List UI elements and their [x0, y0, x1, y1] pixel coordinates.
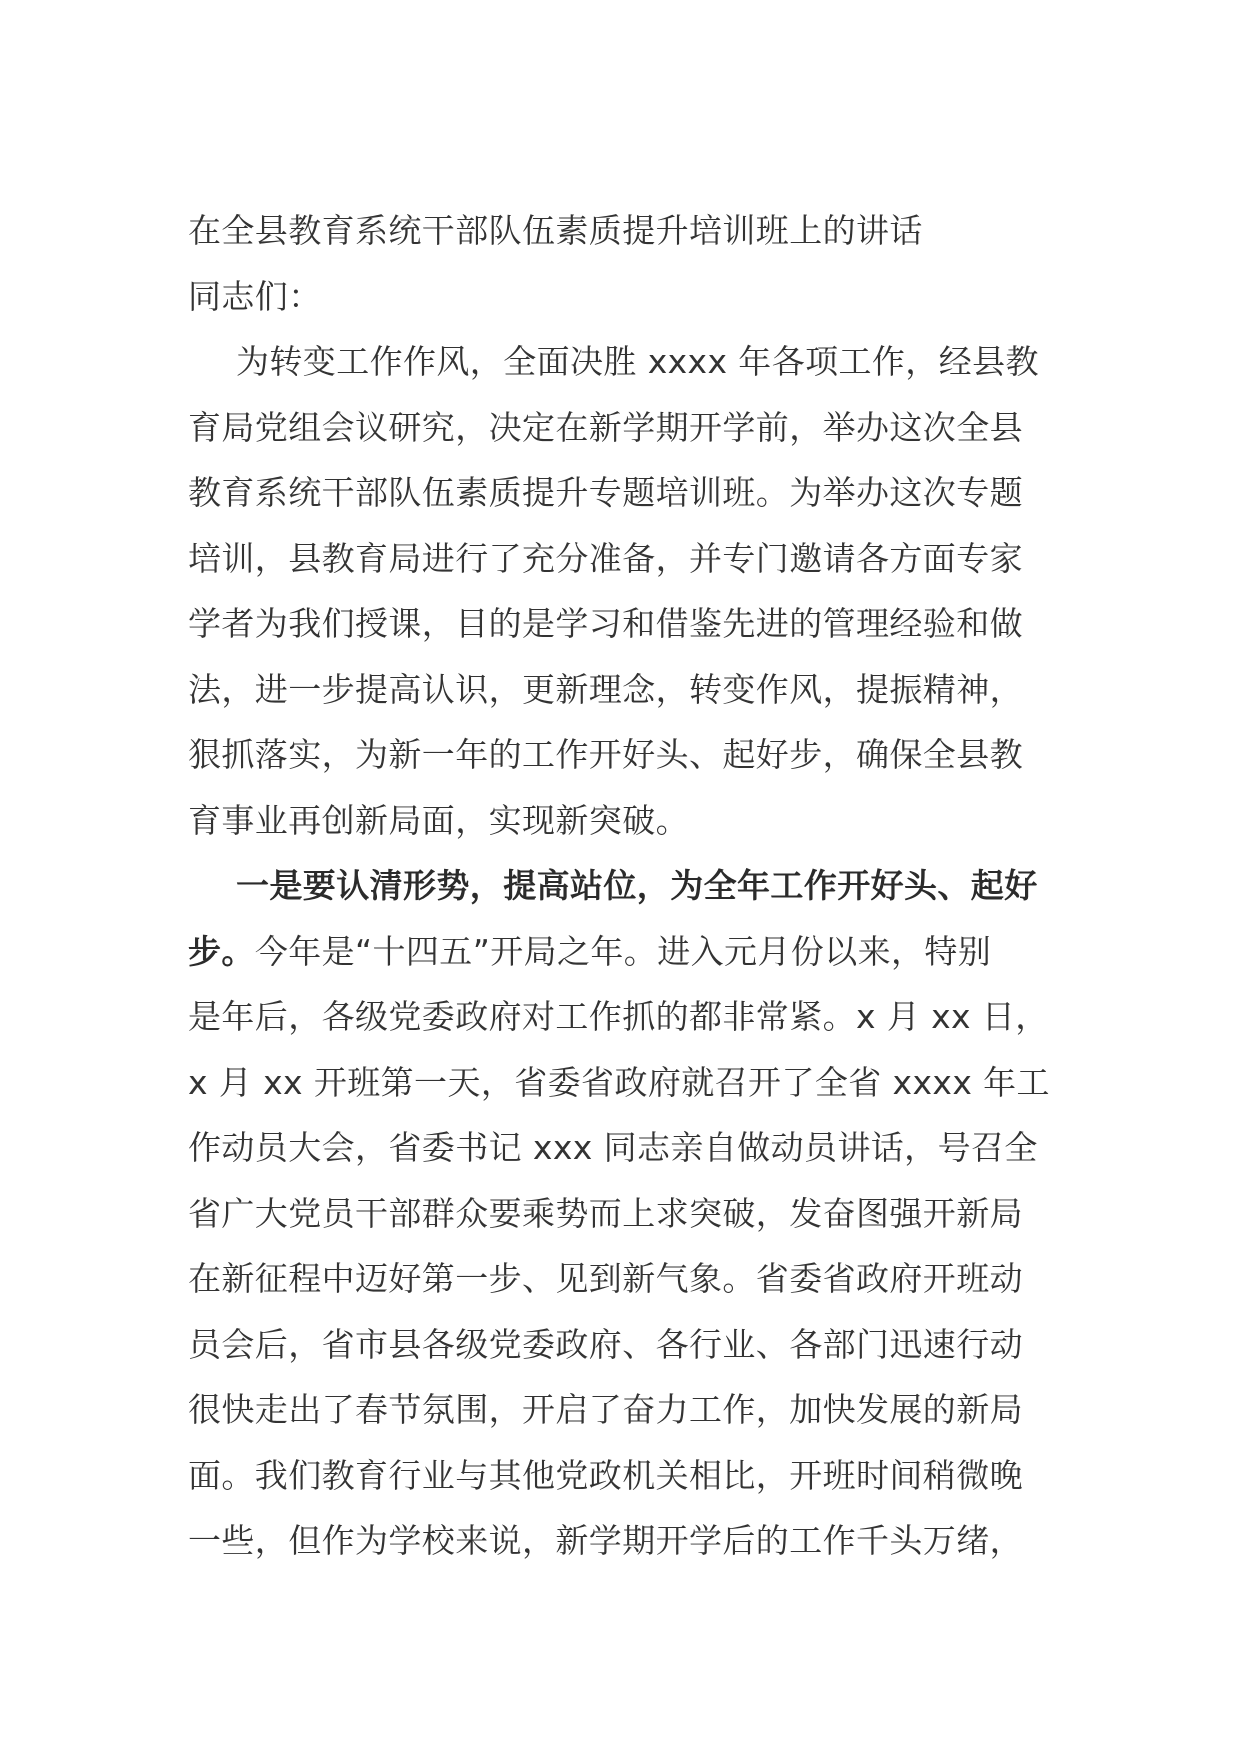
text-line: 员会后，省市县各级党委政府、各行业、各部门迅速行动	[188, 1324, 1023, 1364]
text-line: 在新征程中迈好第一步、见到新气象。省委省政府开班动	[188, 1259, 1023, 1298]
text-line: x 月 xx 开班第一天，省委省政府就召开了全省 xxxx 年工	[188, 1062, 1050, 1102]
text-run: 今年是“十四五”开局之年。进入元月份以来，特别	[254, 931, 992, 971]
text-line	[188, 919, 1068, 985]
text-line: 是年后，各级党委政府对工作抓的都非常紧。x 月 xx 日，	[188, 997, 1049, 1036]
section-heading: 一是要认清形势，提高站位，为全年工作开好头、起好	[236, 866, 1038, 905]
text-line: 培训，县教育局进行了充分准备，并专门邀请各方面专家	[188, 538, 1023, 578]
salutation: 同志们：	[188, 276, 322, 316]
paragraph-1	[188, 329, 1068, 853]
text-line: 省广大党员干部群众要乘势而上求突破，发奋图强开新局	[188, 1193, 1023, 1233]
text-line: 作动员大会，省委书记 xxx 同志亲自做动员讲话，号召全	[188, 1128, 1038, 1167]
text-line: 一些，但作为学校来说，新学期开学后的工作千头万绪，	[188, 1521, 1023, 1560]
document-title: 在全县教育系统干部队伍素质提升培训班上的讲话	[188, 211, 923, 250]
text-line: 很快走出了春节氛围，开启了奋力工作，加快发展的新局	[188, 1390, 1023, 1429]
text-line: 教育系统干部队伍素质提升专题培训班。为举办这次专题	[188, 473, 1023, 512]
text-line: 面。我们教育行业与其他党政机关相比，开班时间稍微晚	[188, 1455, 1023, 1495]
section-heading-end: 步。	[188, 931, 255, 971]
text-line: 学者为我们授课，目的是学习和借鉴先进的管理经验和做	[188, 604, 1023, 643]
paragraph-2	[188, 853, 1068, 1574]
text-line: 狠抓落实，为新一年的工作开好头、起好步，确保全县教	[188, 735, 1023, 774]
text-line: 法，进一步提高认识，更新理念，转变作风，提振精神，	[188, 669, 1023, 709]
document-body	[188, 198, 1068, 1574]
text-line: 育局党组会议研究，决定在新学期开学前，举办这次全县	[188, 407, 1023, 447]
text-line: 为转变工作作风，全面决胜 xxxx 年各项工作，经县教	[236, 342, 1039, 381]
text-line: 育事业再创新局面，实现新突破。	[188, 800, 689, 840]
